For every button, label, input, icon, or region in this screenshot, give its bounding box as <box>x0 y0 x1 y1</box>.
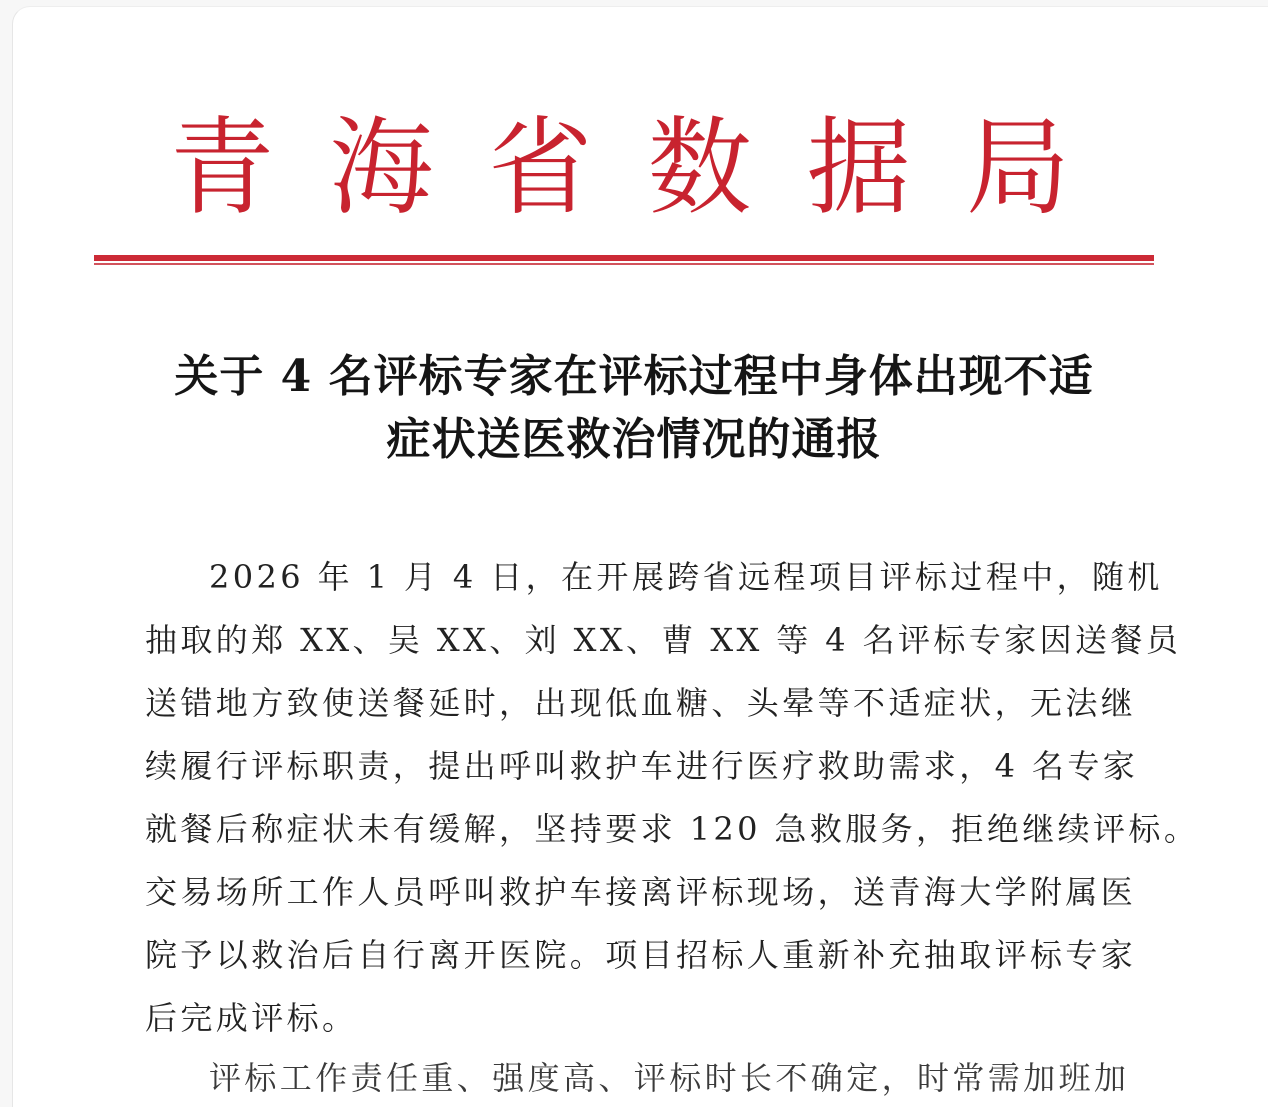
body-line-6: 交易场所工作人员呼叫救护车接离评标现场，送青海大学附属医 <box>145 873 1137 911</box>
body-line-3: 送错地方致使送餐延时，出现低血糖、头晕等不适症状，无法继 <box>145 684 1137 722</box>
body-line-2: 抽取的郑 XX、吴 XX、刘 XX、曹 XX 等 4 名评标专家因送餐员 <box>145 621 1182 659</box>
notice-title-line-1: 关于 4 名评标专家在评标过程中身体出现不适 <box>174 351 1094 402</box>
notice-title-line-2: 症状送医救治情况的通报 <box>386 414 882 465</box>
body-line-9-partial: 评标工作责任重、强度高、评标时长不确定，时常需加班加 <box>209 1059 1130 1097</box>
body-line-8: 后完成评标。 <box>145 999 358 1037</box>
masthead-char: 局 <box>965 105 1070 231</box>
masthead-char: 数 <box>647 105 752 231</box>
issuer-masthead <box>170 105 1070 231</box>
body-line-5: 就餐后称症状未有缓解，坚持要求 120 急救服务，拒绝继续评标。 <box>145 810 1200 848</box>
masthead-char: 海 <box>329 105 434 231</box>
masthead-char: 据 <box>806 105 911 231</box>
red-header-rule <box>94 255 1154 261</box>
masthead-char: 青 <box>170 105 275 231</box>
body-line-7: 院予以救治后自行离开医院。项目招标人重新补充抽取评标专家 <box>145 936 1137 974</box>
body-line-4: 续履行评标职责，提出呼叫救护车进行医疗救助需求，4 名专家 <box>145 747 1139 785</box>
body-line-1: 2026 年 1 月 4 日，在开展跨省远程项目评标过程中，随机 <box>209 558 1163 596</box>
masthead-char: 省 <box>488 105 593 231</box>
red-header-rule-thin <box>94 263 1154 265</box>
